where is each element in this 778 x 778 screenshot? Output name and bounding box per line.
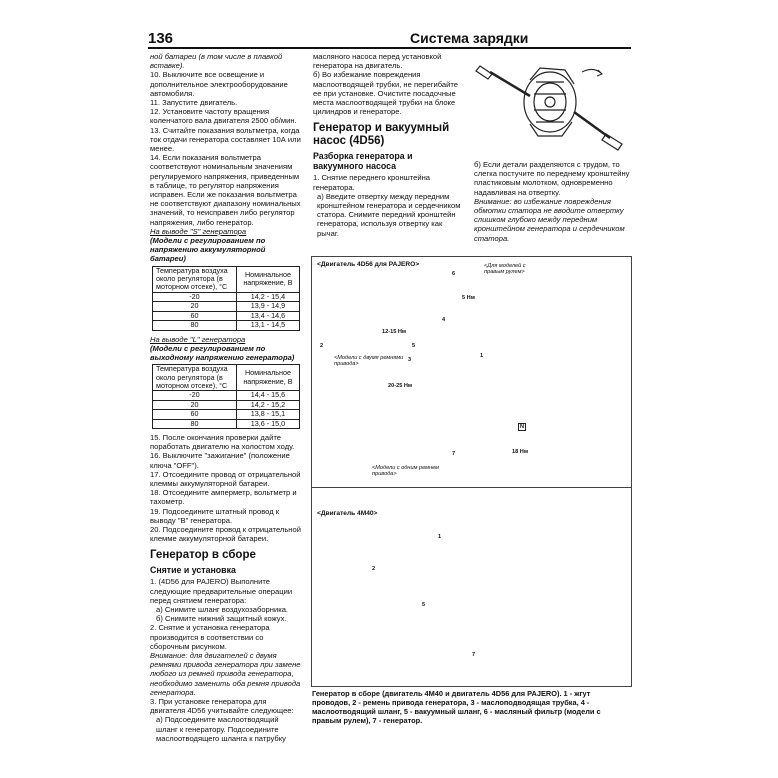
table-cell: 14,2 - 15,4 xyxy=(236,292,299,301)
text-line: а) Подсоедините маслоотводящий шланг к генератору. Подсоедините маслоотводящего шланга к патрубку xyxy=(156,715,286,743)
text-line: 14. Если показания вольтметра соответствуют номинальным значениям регулируемого напряжения, приведенным в таблице, то регулятор напряжения исправен. Если же показания вольтметра не соответствуют диапазону номинальных значений, то неисправен либо регулятор напряжения, либо генератор. xyxy=(150,153,301,227)
text-line: 19. Подсоедините штатный провод к выводу "B" генератора. xyxy=(150,506,280,525)
callout: 2 xyxy=(372,566,376,572)
text-line: 13. Считайте показания вольтметра, когда ток отдачи генератора составляет 10А или менее. xyxy=(150,125,301,154)
note-two-belts: <Модели с двумя ремнями привода> xyxy=(334,355,404,368)
table-cell: -20 xyxy=(153,292,237,301)
right-column xyxy=(474,160,630,243)
callout: 7 xyxy=(472,652,476,658)
table-cell: 13,8 - 15,1 xyxy=(236,410,299,419)
table-cell: -20 xyxy=(153,391,237,400)
text-line: ной батареи (в том числе в плавкой вставке). xyxy=(150,52,283,71)
page-number: 136 xyxy=(148,30,174,47)
warning-text: Внимание: для двигателей с двумя ремнями привода генератора при замене любого из ремней привода генератора, необходимо заменить оба ремня привода генератора. xyxy=(150,651,301,697)
callout: 7 xyxy=(452,451,456,457)
text-line: 16. Выключите "зажигание" (положение ключа "OFF"). xyxy=(150,451,290,470)
table-cell: 13,1 - 14,5 xyxy=(236,321,299,330)
text-line: 15. После окончания проверки дайте поработать двигателю на холостом ходу. xyxy=(150,432,295,452)
left-column xyxy=(150,52,302,743)
note-one-belt: <Модели с одним ремнем привода> xyxy=(372,465,439,478)
callout-n: N xyxy=(520,424,525,430)
text-line: б) Во избежание повреждения маслоотводящей трубки, не перегибайте ее при установке. Очистите посадочные места маслоотводящей трубки на блоке цилиндров и генераторе. xyxy=(313,70,459,117)
table1-title: На выводе "S" генератора xyxy=(150,226,247,236)
text-line: 18. Отсоедините амперметр, вольтметр и тахометр. xyxy=(150,488,297,507)
table1-note: (Модели с регулированием по напряжению аккумуляторной батареи) xyxy=(150,236,266,264)
voltage-table-s xyxy=(152,266,300,331)
table-cell: 13,9 - 14,9 xyxy=(236,302,299,311)
figure-title: <Двигатель 4M40> xyxy=(317,510,378,517)
generator-screwdriver-drawing xyxy=(470,52,630,154)
voltage-table-l xyxy=(152,364,300,429)
torque-label: 20-25 Нм xyxy=(388,383,413,389)
heading-disassembly: Разборка генератора и вакуумного насоса xyxy=(313,151,413,172)
callout: 1 xyxy=(438,534,442,540)
figure-caption: Генератор в сборе (двигатель 4M40 и двигатель 4D56 для PAJERO). 1 - жгут проводов, 2 - ремень привода генератора, 3 - маслоподводящая трубка, 4 - маслоотводящий шланг, 5 - вакуумный шланг, 6 - масляный фильтр (модели с правым рулем), 7 - генератор. xyxy=(312,689,601,725)
table-head: Номинальное напряжение, В xyxy=(236,365,299,391)
text-line: 20. Подсоедините провод к отрицательной клемме аккумуляторной батареи. xyxy=(150,525,301,544)
table-cell: 20 xyxy=(153,400,237,409)
callout: 2 xyxy=(320,343,324,349)
table2-note: (Модели с регулированием по выходному напряжению генератора) xyxy=(150,343,295,362)
table-head: Температура воздуха около регулятора (в моторном отсеке), °С xyxy=(153,365,237,391)
text-line: а) Введите отвертку между передним кронштейном генератора и сердечником статора. Снимите передний кронштейн генератора, используя отвертку как рычаг. xyxy=(317,191,461,238)
callout: 1 xyxy=(480,353,484,359)
table-cell: 80 xyxy=(153,419,237,428)
callout: 4 xyxy=(442,317,446,323)
table-cell: 14,4 - 15,6 xyxy=(236,391,299,400)
torque-label: 12-15 Нм xyxy=(382,329,407,335)
text-line: 3. При установке генератора для двигателя 4D56 учитывайте следующее: xyxy=(150,697,294,716)
warning-text: Внимание: во избежание повреждения обмотки статора не вводите отвертку слишком глубоко между передним кронштейном генератора и сердечником статора. xyxy=(474,196,625,243)
heading-generator-assembly: Генератор в сборе xyxy=(150,549,256,562)
table-cell: 13,6 - 15,0 xyxy=(236,419,299,428)
callout: 3 xyxy=(408,357,412,363)
text-line: б) Снимите нижний защитный кожух. xyxy=(156,614,287,624)
table-cell: 60 xyxy=(153,410,237,419)
callout: 6 xyxy=(452,271,456,277)
torque-label: 18 Нм xyxy=(512,449,528,455)
table-cell: 20 xyxy=(153,302,237,311)
disassembly-illustration xyxy=(470,52,630,154)
torque-label: 5 Нм xyxy=(462,295,475,301)
middle-column xyxy=(313,52,463,238)
table-cell: 14,2 - 15,2 xyxy=(236,400,299,409)
figure-title: <Двигатель 4D56 для PAJERO> xyxy=(317,261,420,268)
text-line: 11. Запустите двигатель. xyxy=(150,98,238,108)
heading-vacuum-pump: Генератор и вакуумный насос (4D56) xyxy=(313,122,450,148)
note-rhd: <Для моделей с правым рулем> xyxy=(484,263,526,276)
table-cell: 80 xyxy=(153,321,237,330)
heading-removal: Снятие и установка xyxy=(150,565,236,576)
text-line: 17. Отсоедините провод от отрицательной клеммы аккумуляторной батареи. xyxy=(150,469,301,488)
header-rule xyxy=(148,47,631,49)
table-cell: 13,4 - 14,6 xyxy=(236,311,299,320)
table-head: Номинальное напряжение, В xyxy=(236,266,299,292)
text-line: масляного насоса перед установкой генератора на двигатель. xyxy=(313,52,442,71)
text-line: б) Если детали разделяются с трудом, то слегка постучите по переднему кронштейну пластиковым молотком, одновременно надавливая на отвертку. xyxy=(474,160,630,197)
engine-4d56-drawing xyxy=(312,257,631,487)
text-line: 2. Снятие и установка генератора производится в соответствии со сборочным рисунком. xyxy=(150,623,270,651)
callout: 5 xyxy=(422,602,426,608)
text-line: 1. (4D56 для PAJERO) Выполните следующие предварительные операции перед снятием генератора: xyxy=(150,577,293,605)
table2-title: На выводе "L" генератора xyxy=(150,334,246,344)
text-line: 10. Выключите все освещение и дополнительное электрооборудование автомобиля. xyxy=(150,70,288,98)
text-line: а) Снимите шланг воздухозаборника. xyxy=(156,605,289,615)
table-head: Температура воздуха около регулятора (в моторном отсеке), °С xyxy=(153,266,237,292)
table-cell: 60 xyxy=(153,311,237,320)
text-line: 1. Снятие переднего кронштейна генератора. xyxy=(313,173,431,192)
section-title: Система зарядки xyxy=(410,30,529,46)
text-line: 12. Установите частоту вращения коленчатого вала двигателя 2500 об/мин. xyxy=(150,107,297,126)
figure-4d56 xyxy=(311,256,632,488)
callout: 5 xyxy=(412,343,416,349)
figure-4m40 xyxy=(311,486,632,687)
